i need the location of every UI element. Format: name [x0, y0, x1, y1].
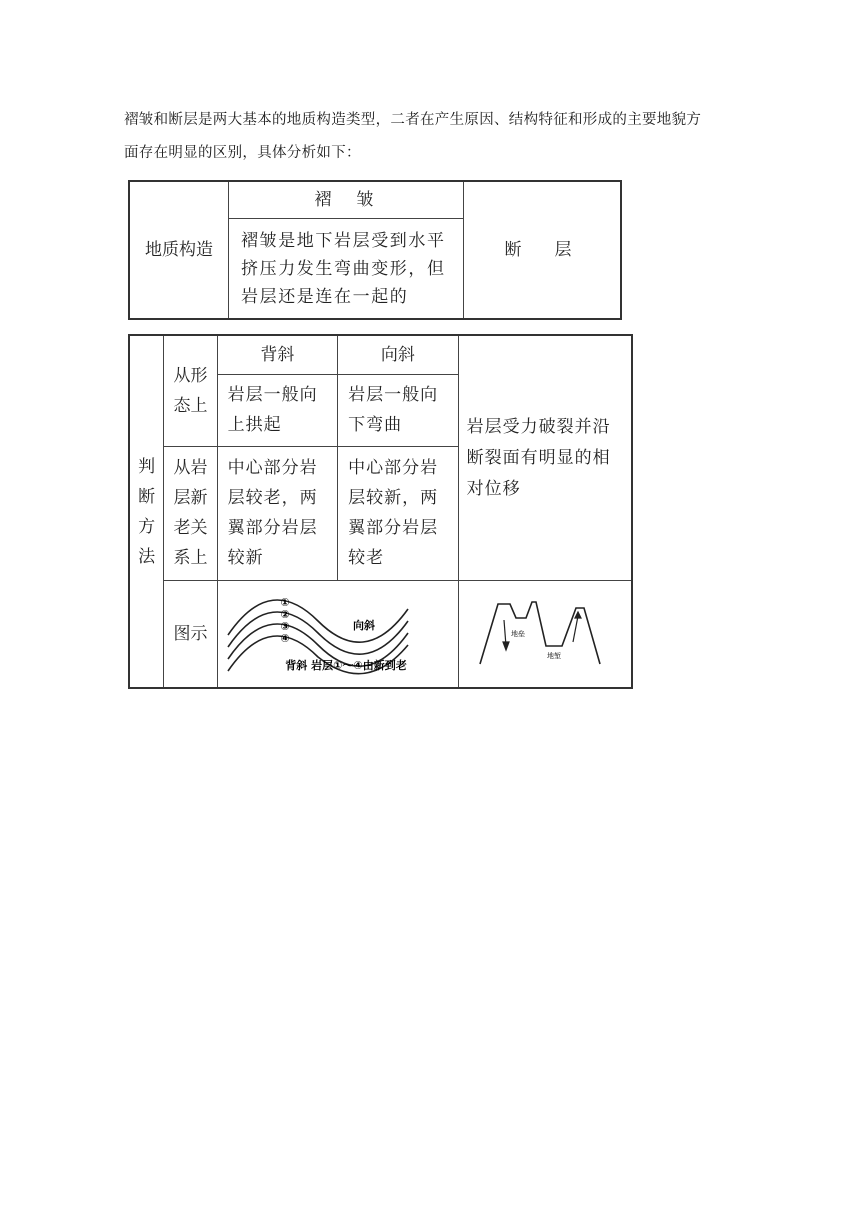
method-label: 判 断 方 法: [129, 335, 164, 688]
syncline-tag: 向斜: [352, 619, 375, 632]
form-label: 从形 态上: [164, 335, 217, 446]
horst-label: 地垒: [510, 630, 525, 638]
fold-diagram: [218, 581, 458, 677]
fault-description: 岩层受力破裂并沿断裂面有明显的相对位移: [458, 335, 632, 581]
fold-layer-line-1: [228, 600, 408, 642]
row-header-structure: 地质构造: [129, 181, 229, 319]
intro-line-2: 面存在明显的区别，具体分析如下：: [124, 145, 361, 161]
anticline-form: 岩层一般向上拱起: [217, 375, 338, 447]
judgement-table: [128, 334, 633, 689]
age-label: 从岩 层新 老关 系上: [164, 446, 217, 580]
layer-label-1: ①: [279, 596, 290, 609]
layer-label-2: ②: [279, 608, 290, 621]
diagram-label: 图示: [164, 581, 217, 689]
syncline-header: 向斜: [338, 335, 459, 375]
intro-paragraph: [124, 104, 744, 170]
structure-table: [128, 180, 622, 320]
fault-diagram-cell: [458, 581, 632, 689]
fault-profile: [480, 602, 600, 664]
layer-label-4: ④: [279, 632, 290, 645]
fold-description: 褶皱是地下岩层受到水平挤压力发生弯曲变形，但岩层还是连在一起的: [229, 219, 464, 320]
syncline-form: 岩层一般向下弯曲: [338, 375, 459, 447]
intro-line-1: 褶皱和断层是两大基本的地质构造类型，二者在产生原因、结构特征和形成的主要地貌方: [124, 112, 702, 128]
fault-diagram: [470, 584, 620, 674]
graben-label: 地堑: [546, 652, 561, 660]
syncline-age: 中心部分岩层较新，两翼部分岩层较老: [338, 446, 459, 580]
anticline-header: 背斜: [217, 335, 338, 375]
fold-caption: 背斜 岩层①～④由新到老: [284, 659, 407, 672]
fold-header: 褶 皱: [229, 181, 464, 219]
layer-label-3: ③: [279, 620, 290, 633]
anticline-age: 中心部分岩层较老，两翼部分岩层较新: [217, 446, 338, 580]
fold-diagram-cell: [217, 581, 458, 689]
fault-header: 断 层: [464, 181, 622, 319]
